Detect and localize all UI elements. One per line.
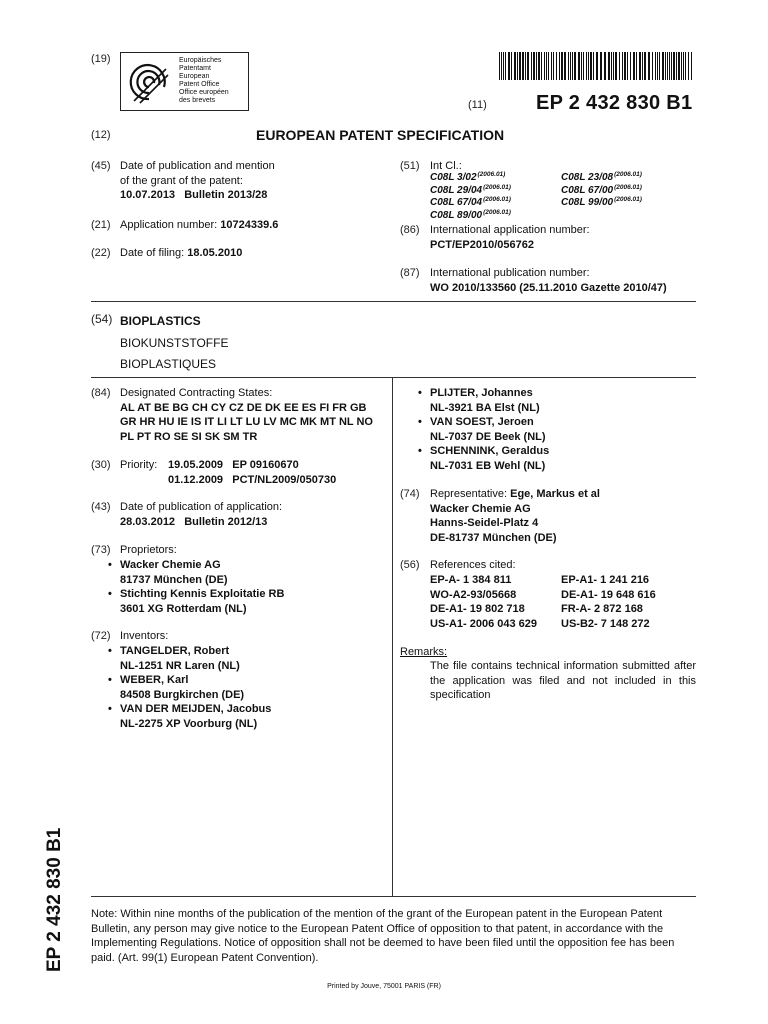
proprietor-item: • Wacker Chemie AG [108, 559, 221, 571]
barcode-bar [633, 52, 635, 80]
barcode-bar [669, 52, 670, 80]
barcode-bar [622, 52, 623, 80]
barcode-bar [548, 52, 549, 80]
barcode-bar [556, 52, 557, 80]
grant-label-2: of the grant of the patent: [120, 174, 243, 187]
barcode-bar [630, 52, 631, 80]
inventor-address: NL-7037 DE Beek (NL) [430, 430, 546, 443]
barcode-bar [553, 52, 554, 80]
barcode-bar [627, 52, 628, 80]
barcode-bar [559, 52, 560, 80]
representative-line: DE-81737 München (DE) [430, 531, 557, 544]
barcode-bar [671, 52, 672, 80]
barcode-bar [652, 52, 653, 80]
intl-application-label: International application number: [430, 224, 590, 236]
barcode-bar [568, 52, 569, 80]
epo-logo [120, 52, 249, 111]
inid-code-86: (86) [400, 224, 420, 236]
barcode-bar [517, 52, 518, 80]
title-en: BIOPLASTICS [120, 314, 201, 328]
barcode-bar [691, 52, 692, 80]
designated-states-line: PL PT RO SE SI SK SM TR [120, 430, 258, 443]
designated-states-line: AL AT BE BG CH CY CZ DE DK EE ES FI FR GB [120, 401, 367, 414]
reference-item: DE-A1- 19 802 718 [430, 603, 525, 615]
priority-label: Priority: [120, 459, 158, 471]
references-right-list [561, 573, 656, 631]
barcode-bar [657, 52, 658, 80]
barcode-bar [572, 52, 573, 80]
int-cl-entry: C08L $3/02^{(2006.01)}$ [430, 171, 506, 183]
document-title: EUROPEAN PATENT SPECIFICATION [256, 127, 505, 143]
barcode-bar [608, 52, 610, 80]
priority-entry: 01.12.2009 PCT/NL2009/050730 [168, 473, 337, 486]
inventors-list [108, 644, 272, 731]
inid-code-12: (12) [91, 129, 111, 141]
barcode [499, 52, 692, 80]
divider-top [91, 301, 696, 302]
barcode-bar [581, 52, 582, 80]
reference-item: US-B2- 7 148 272 [561, 617, 650, 630]
application-publication-label: Date of publication of application: [120, 501, 283, 513]
inventor-item: • PLIJTER, Johannes [418, 387, 533, 399]
grant-date-bulletin [120, 188, 380, 203]
barcode-bar [522, 52, 524, 80]
priority-entry: 19.05.2009 EP 09160670 [168, 459, 299, 471]
reference-item: FR-A- 2 872 168 [561, 603, 643, 615]
barcode-bar [644, 52, 646, 80]
reference-item: WO-A2-93/05668 [430, 588, 517, 601]
remarks-label: Remarks: [400, 646, 448, 658]
barcode-bar [613, 52, 614, 80]
intl-publication-value: WO 2010/133560 (25.11.2010 Gazette 2010/47) [430, 281, 667, 294]
barcode-bar [611, 52, 612, 80]
title-de: BIOKUNSTSTOFFE [120, 335, 229, 350]
inid-code-51: (51) [400, 160, 420, 172]
opposition-note: Note: Within nine months of the publication of the mention of the grant of the European patent in the European Patent Bulletin, any person may give notice to the European Patent Office of opposition to that patent, in accordance with the Implementing Regulations. Notice of opposition shall not be deemed to have been filed until the opposition fee has been paid. (Art. 99(1) European Patent Convention). [91, 908, 675, 964]
barcode-bar [511, 52, 512, 80]
int-cl-entry: C08L $89/00^{(2006.01)}$ [430, 208, 511, 221]
intl-application [430, 223, 590, 252]
barcode-bar [505, 52, 506, 80]
barcode-bar [590, 52, 592, 80]
designated-states-label: Designated Contracting States: [120, 387, 273, 399]
barcode-bar [541, 52, 542, 80]
barcode-bar [604, 52, 606, 80]
references-label: References cited: [430, 559, 516, 571]
reference-item: EP-A- 1 384 811 [430, 574, 512, 586]
inid-code-22: (22) [91, 247, 111, 259]
grant-label-1: Date of publication and mention [120, 160, 275, 172]
epo-logo-mark-icon [126, 57, 172, 107]
barcode-bar [519, 52, 521, 80]
inid-code-43: (43) [91, 501, 111, 513]
barcode-bar [624, 52, 626, 80]
grant-date: 10.07.2013 [120, 189, 176, 201]
grant-bulletin: Bulletin 2013/28 [184, 189, 268, 201]
int-cl-entry: C08L $67/04^{(2006.01)}$ [430, 196, 511, 208]
barcode-bar [639, 52, 641, 80]
representative [430, 487, 600, 545]
application-publication-value: 28.03.2012 Bulletin 2012/13 [120, 515, 268, 528]
barcode-bar [533, 52, 535, 80]
reference-item: DE-A1- 19 648 616 [561, 588, 656, 601]
priority-entries [168, 458, 336, 487]
invention-titles [120, 311, 228, 376]
column-divider [392, 377, 393, 896]
filing-date-label: Date of filing: [120, 247, 185, 259]
int-cl-left-list [430, 170, 511, 220]
title-fr: BIOPLASTIQUES [120, 357, 217, 371]
proprietor-item: • Stichting Kennis Exploitatie RB [108, 588, 285, 600]
barcode-bar [499, 52, 500, 80]
inventor-address: NL-2275 XP Voorburg (NL) [120, 717, 258, 730]
barcode-bar [685, 52, 686, 80]
barcode-bar [636, 52, 637, 80]
filing-date [120, 246, 242, 261]
application-number-value: 10724339.6 [220, 219, 279, 231]
barcode-bar [503, 52, 504, 80]
inid-code-56: (56) [400, 559, 420, 571]
application-publication [120, 500, 282, 529]
inid-code-11: (11) [468, 99, 487, 111]
barcode-bar [619, 52, 620, 80]
epo-logo-text: Europäisches Patentamt European Patent Office Office européen des brevets [179, 57, 229, 104]
int-cl-entry: C08L $99/00^{(2006.01)}$ [561, 196, 642, 208]
inventor-address: 84508 Burgkirchen (DE) [120, 688, 245, 701]
designated-states-line: GR HR HU IE IS IT LI LT LU LV MC MK MT NL NO [120, 416, 373, 428]
inventor-address: NL-3921 BA Elst (NL) [430, 401, 540, 414]
barcode-bar [642, 52, 643, 80]
barcode-bar [525, 52, 526, 80]
inventor-item: • TANGELDER, Robert [108, 645, 230, 657]
int-cl-label: Int Cl.: [430, 160, 462, 172]
barcode-bar [600, 52, 602, 80]
remarks-text: The file contains technical information submitted after the application was filed and not included in this specification [430, 660, 696, 701]
designated-states [120, 386, 373, 444]
int-cl-right-list [561, 170, 642, 208]
proprietors-label: Proprietors: [120, 544, 177, 556]
representative-heading: Representative: Ege, Markus et al [430, 488, 600, 500]
barcode-bar [561, 52, 563, 80]
barcode-bar [659, 52, 660, 80]
inid-code-19: (19) [91, 53, 111, 65]
barcode-bar [501, 52, 502, 80]
inid-code-54: (54) [91, 312, 113, 326]
inventor-item: • VAN DER MEIJDEN, Jacobus [108, 703, 272, 715]
barcode-bar [536, 52, 537, 80]
proprietor-address: 81737 München (DE) [120, 573, 228, 586]
barcode-bar [593, 52, 594, 80]
representative-line: Wacker Chemie AG [430, 502, 531, 515]
int-cl-entry: C08L $23/08^{(2006.01)}$ [561, 171, 642, 183]
grant-publication [120, 159, 380, 203]
barcode-bar [665, 52, 666, 80]
barcode-bar [578, 52, 580, 80]
divider-middle [91, 377, 696, 378]
barcode-bar [688, 52, 689, 80]
barcode-bar [583, 52, 584, 80]
divider-bottom [91, 896, 696, 897]
inventors-label: Inventors: [120, 630, 169, 642]
inventors-continued-list [418, 386, 550, 473]
inid-code-74: (74) [400, 488, 420, 500]
barcode-bar [544, 52, 545, 80]
inid-code-87: (87) [400, 267, 420, 279]
barcode-bar [667, 52, 668, 80]
printed-by: Printed by Jouve, 75001 PARIS (FR) [327, 983, 441, 990]
int-cl-entry: C08L $29/04^{(2006.01)}$ [430, 183, 511, 196]
barcode-bar [564, 52, 566, 80]
document-number: EP 2 432 830 B1 [536, 92, 693, 114]
barcode-bar [531, 52, 532, 80]
int-cl-entry: C08L $67/00^{(2006.01)}$ [561, 183, 642, 196]
barcode-bar [662, 52, 664, 80]
barcode-bar [574, 52, 576, 80]
inid-code-30: (30) [91, 459, 111, 471]
barcode-bar [551, 52, 552, 80]
inventor-address: NL-7031 EB Wehl (NL) [430, 459, 546, 472]
barcode-bar [588, 52, 589, 80]
barcode-bar [678, 52, 680, 80]
intl-publication-label: International publication number: [430, 267, 590, 279]
reference-item: US-A1- 2006 043 629 [430, 617, 538, 630]
barcode-bar [570, 52, 571, 80]
inventor-item: • SCHENNINK, Geraldus [418, 445, 550, 457]
intl-publication [430, 266, 667, 295]
reference-item: EP-A1- 1 241 216 [561, 574, 650, 586]
vertical-document-number: EP 2 432 830 B1 [44, 827, 65, 972]
application-number-label: Application number: [120, 219, 218, 231]
inid-code-73: (73) [91, 544, 111, 556]
barcode-bar [527, 52, 529, 80]
inid-code-84: (84) [91, 387, 111, 399]
barcode-bar [596, 52, 598, 80]
references-left-list [430, 573, 537, 631]
barcode-bar [538, 52, 540, 80]
filing-date-value: 18.05.2010 [187, 247, 243, 259]
barcode-bar [655, 52, 656, 80]
barcode-bar [514, 52, 516, 80]
barcode-bar [586, 52, 587, 80]
barcode-bar [508, 52, 510, 80]
application-number [120, 218, 278, 233]
barcode-bar [673, 52, 675, 80]
proprietors-list [108, 558, 285, 616]
inid-code-21: (21) [91, 219, 111, 231]
barcode-bar [615, 52, 617, 80]
inid-code-45: (45) [91, 160, 111, 172]
inventor-item: • WEBER, Karl [108, 674, 189, 686]
barcode-bar [681, 52, 682, 80]
representative-line: Hanns-Seidel-Platz 4 [430, 517, 539, 529]
barcode-bar [683, 52, 684, 80]
proprietor-address: 3601 XG Rotterdam (NL) [120, 602, 247, 615]
inid-code-72: (72) [91, 630, 111, 642]
inventor-item: • VAN SOEST, Jeroen [418, 416, 534, 428]
inventor-address: NL-1251 NR Laren (NL) [120, 659, 240, 672]
barcode-bar [676, 52, 677, 80]
barcode-bar [648, 52, 650, 80]
intl-application-value: PCT/EP2010/056762 [430, 238, 534, 251]
barcode-bar [546, 52, 547, 80]
